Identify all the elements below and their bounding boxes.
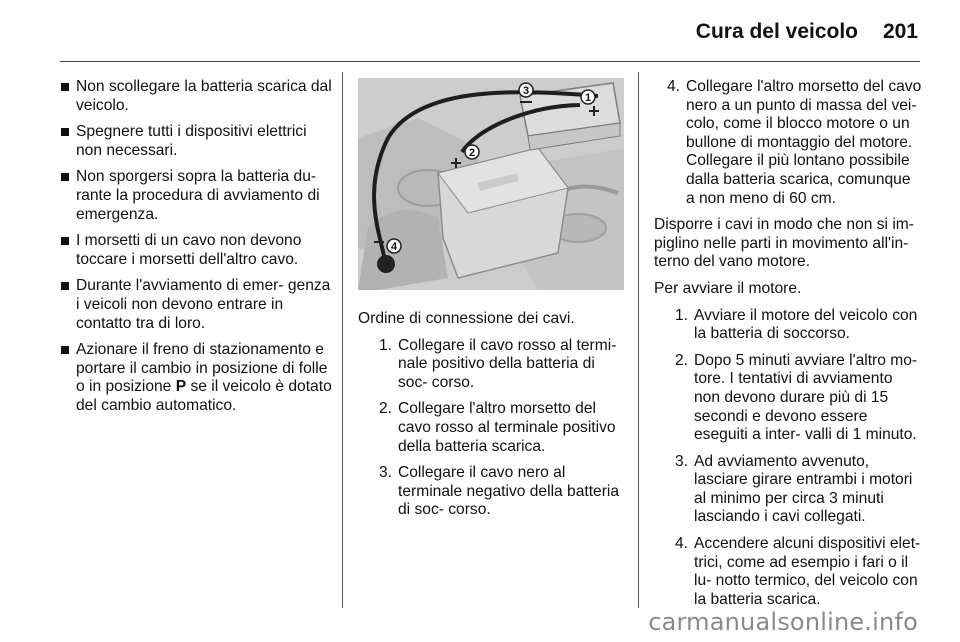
step-number: 1. bbox=[674, 306, 688, 324]
list-item bbox=[358, 400, 624, 456]
step-text: Collegare l'altro morsetto del cavo nero a un punto di massa del vei- colo, come il blocco motore o un bullone di montaggio del motore. Collegare il più lontano possibile dalla batteria scarica, comunque a non meno di 60 cm. bbox=[686, 78, 922, 207]
list-item bbox=[358, 337, 624, 393]
step-text: Accendere alcuni dispositivi elet- trici, come ad esempio i fari o il lu- notto termico, del veicolo con la batteria scarica. bbox=[694, 535, 921, 608]
list-item bbox=[654, 535, 922, 609]
list-item bbox=[654, 307, 922, 344]
step-text: Dopo 5 minuti avviare l'altro mo- tore. I tentativi di avviamento non devono durare più di 15 secondi e devono essere eseguiti a inter- valli di 1 minuto. bbox=[694, 351, 918, 444]
step-text: Collegare il cavo nero al terminale negativo della batteria di soc- corso. bbox=[398, 464, 620, 519]
list-item-text-after: se il veicolo è dotato del cambio automatico. bbox=[76, 378, 332, 414]
list-item-text: Non sporgersi sopra la batteria du- rante la procedura di avviamento di emergenza. bbox=[76, 168, 320, 223]
list-item bbox=[60, 341, 332, 415]
watermark: carmanualsonline.info bbox=[648, 608, 918, 636]
list-item bbox=[654, 352, 922, 445]
bullet-icon bbox=[61, 83, 69, 91]
list-item bbox=[60, 78, 332, 115]
bullet-icon bbox=[61, 128, 69, 136]
column-right bbox=[654, 78, 922, 617]
header-title: Cura del veicolo bbox=[695, 20, 858, 43]
step-number: 1. bbox=[378, 336, 392, 354]
step-number: 4. bbox=[666, 78, 680, 95]
connection-intro: Ordine di connessione dei cavi. bbox=[358, 310, 575, 327]
list-item-text: Non scollegare la batteria scarica dal veicolo. bbox=[76, 78, 332, 114]
start-steps bbox=[654, 307, 922, 610]
step-number: 3. bbox=[378, 464, 392, 482]
callout-1: 1 bbox=[584, 92, 592, 104]
step-text: Collegare l'altro morsetto del cavo rosso al terminale positivo della batteria scarica. bbox=[398, 400, 616, 455]
column-left bbox=[60, 78, 332, 424]
bullet-icon bbox=[61, 237, 69, 245]
list-item-text: Spegnere tutti i dispositivi elettrici non necessari. bbox=[76, 123, 307, 159]
list-item bbox=[60, 277, 332, 333]
start-engine-intro: Per avviare il motore. bbox=[654, 279, 802, 297]
list-item-text-before: Azionare il freno di stazionamento e portare il cambio in posizione di folle o in posizione bbox=[76, 341, 328, 396]
step-text: Collegare il cavo rosso al termi- nale positivo della batteria di soc- corso. bbox=[398, 336, 617, 391]
list-item-text: I morsetti di un cavo non devono toccare i morsetti dell'altro cavo. bbox=[76, 232, 302, 268]
list-item-text: Durante l'avviamento di emer- genza i veicoli non devono entrare in contatto tra di loro. bbox=[76, 277, 331, 332]
column-middle bbox=[358, 78, 624, 528]
step-number: 2. bbox=[674, 351, 688, 369]
list-item bbox=[358, 464, 624, 520]
step-number: 3. bbox=[674, 452, 688, 470]
precaution-list bbox=[60, 78, 332, 416]
gear-position-p: P bbox=[175, 378, 187, 396]
step-text: Avviare il motore del veicolo con la batteria di soccorso. bbox=[694, 306, 918, 343]
header-rule bbox=[60, 61, 920, 62]
bullet-icon bbox=[61, 173, 69, 181]
bullet-icon bbox=[61, 346, 69, 354]
callout-2: 2 bbox=[468, 147, 476, 159]
cable-routing-note: Disporre i cavi in modo che non si im- piglino nelle parti in movimento all'in- terno del vano motore. bbox=[654, 216, 914, 271]
jump-start-illustration bbox=[358, 78, 624, 290]
step-text: Ad avviamento avvenuto, lasciare girare entrambi i motori al minimo per circa 3 minuti lasciando i cavi collegati. bbox=[694, 452, 913, 526]
connection-steps-continued bbox=[654, 78, 922, 208]
list-item bbox=[60, 232, 332, 269]
list-item bbox=[654, 453, 922, 527]
list-item bbox=[60, 123, 332, 160]
callout-4: 4 bbox=[390, 241, 398, 253]
step-number: 4. bbox=[674, 535, 688, 553]
step-number: 2. bbox=[378, 400, 392, 418]
list-item bbox=[60, 168, 332, 224]
connection-steps bbox=[358, 337, 624, 520]
column-divider bbox=[342, 72, 343, 608]
list-item bbox=[654, 78, 922, 208]
page-number: 201 bbox=[882, 20, 918, 43]
bullet-icon bbox=[61, 282, 69, 290]
column-divider bbox=[638, 72, 639, 608]
callout-3: 3 bbox=[522, 85, 530, 97]
